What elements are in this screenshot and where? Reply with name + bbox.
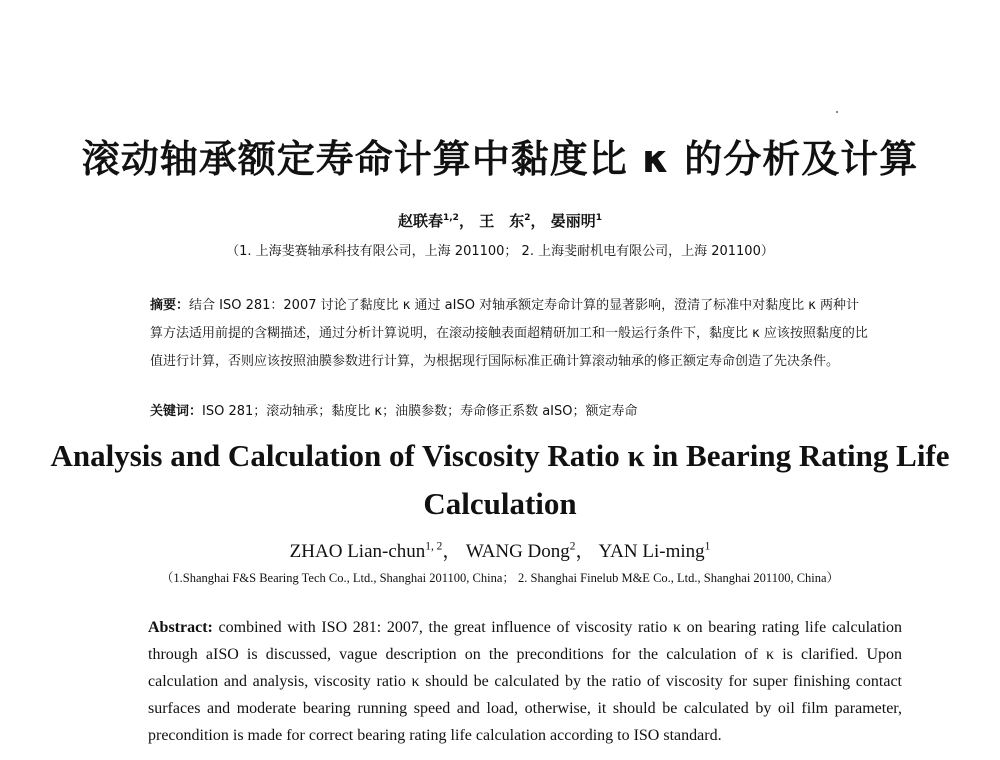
author-zh-2-affil: 2	[524, 213, 531, 223]
authors-english	[0, 536, 1000, 563]
abstract-text-english: combined with ISO 281: 2007, the great influence of viscosity ratio κ on bearing rating life calculation through aISO is discussed, vague description on the preconditions for the calculation of κ is clarified. Upon calculation and analysis, viscosity ratio κ should be calculated by the ratio of viscosity for super finishing contact surfaces and moderate bearing running speed and load, otherwise, it should be calculated by oil film parameter, precondition is made for correct bearing rating life calculation according to ISO standard.	[148, 619, 903, 744]
affiliation-english: （1.Shanghai F&S Bearing Tech Co., Ltd., Shanghai 201100, China； 2. Shanghai Finelub M&E Co., Ltd., Shanghai 201100, China）	[160, 571, 840, 585]
keywords-chinese	[150, 398, 870, 426]
author-zh-2: 王 东	[479, 212, 525, 230]
keywords-text-chinese: ISO 281；滚动轴承；黏度比 κ；油膜参数；寿命修正系数 aISO；额定寿命	[202, 404, 638, 419]
abstract-chinese	[150, 292, 870, 376]
title-english: Analysis and Calculation of Viscosity Ratio κ in Bearing Rating Life Calculation	[50, 438, 950, 521]
author-en-2: WANG Dong	[465, 541, 570, 562]
author-zh-1-affil: 1,2	[443, 213, 459, 223]
authors-chinese	[0, 210, 1000, 231]
keywords-label-chinese: 关键词：	[150, 404, 203, 419]
author-zh-3-affil: 1	[595, 213, 603, 223]
author-zh-1: 赵联春	[397, 212, 443, 230]
author-separator: ，	[458, 212, 474, 230]
scan-speck	[836, 111, 838, 113]
abstract-text-chinese: 结合 ISO 281：2007 讨论了黏度比 κ 通过 aISO 对轴承额定寿命计算的显著影响，澄清了标准中对黏度比 κ 两种计算方法适用前提的含糊描述，通过分析计算说明，在滚动接触表面超精研加工和一般运行条件下，黏度比 κ 应该按照黏度的比值进行计算，否则应该按照油膜参数进行计算，为根据现行国际标准正确计算滚动轴承的修正额定寿命创造了先决条件。	[150, 298, 868, 369]
author-separator: ，	[530, 212, 546, 230]
author-en-3: YAN Li-ming	[598, 541, 705, 562]
author-en-1: ZHAO Lian-chun	[289, 541, 426, 562]
author-en-1-affil: 1, 2	[425, 540, 443, 553]
author-separator: ，	[575, 541, 595, 562]
title-chinese: 滚动轴承额定寿命计算中黏度比 κ 的分析及计算	[81, 137, 919, 181]
author-separator: ，	[442, 541, 462, 562]
affiliation-chinese: （1. 上海斐赛轴承科技有限公司，上海 201100； 2. 上海斐耐机电有限公司，上海 201100）	[226, 244, 774, 259]
abstract-english	[148, 614, 902, 749]
author-en-3-affil: 1	[704, 540, 711, 553]
author-zh-3: 晏丽明	[550, 212, 596, 230]
author-en-2-affil: 2	[569, 540, 576, 553]
abstract-label-chinese: 摘要：	[150, 298, 190, 313]
abstract-label-english: Abstract:	[148, 619, 213, 636]
